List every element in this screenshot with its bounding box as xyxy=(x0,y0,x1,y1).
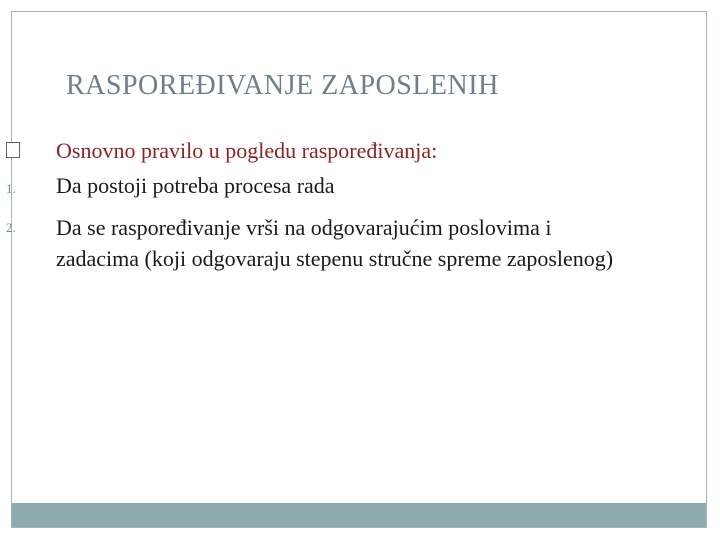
footer-bar xyxy=(12,503,706,527)
checkbox-bullet-icon xyxy=(6,142,20,158)
list-item-number: 2. xyxy=(6,220,16,235)
list-item-number: 1. xyxy=(6,181,16,196)
list-item-text: Da se raspoređivanje vrši na odgovarajućim poslovima i zadacima (koji odgovaraju stepenu stručne spreme zaposlenog) xyxy=(56,215,614,271)
list-item-text: Osnovno pravilo u pogledu raspoređivanja: xyxy=(56,138,438,163)
list-item-text: Da postoji potreba procesa rada xyxy=(56,173,335,198)
slide-title: RASPOREĐIVANJE ZAPOSLENIH xyxy=(66,70,499,101)
